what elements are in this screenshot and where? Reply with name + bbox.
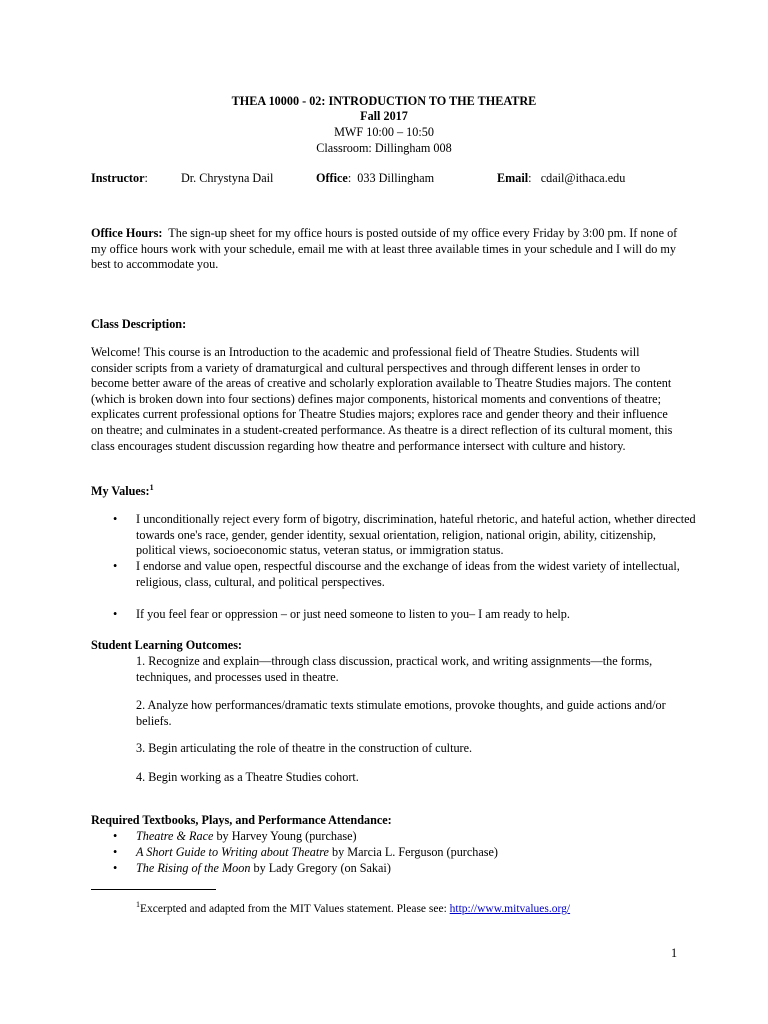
outcome-item: 3. Begin articulating the role of theatre in the construction of culture. bbox=[136, 741, 473, 755]
email-value: cdail@ithaca.edu bbox=[540, 171, 626, 185]
outcome-item: 1. Recognize and explain—through class discussion, practical work, and writing assignments—the forms, techniques, and processes used in theatre. bbox=[136, 654, 653, 684]
term: Fall 2017 bbox=[360, 109, 408, 123]
office-hours-label: Office Hours: bbox=[91, 226, 163, 240]
class-description-text: Welcome! This course is an Introduction to the academic and professional field of Theatre Studies. Students will consider scripts from a variety of dramaturgical and cultural perspectives and through different lenses in order to become better aware of the areas of creative and scholarly exploration available to Theatre Studies majors. The content (which is broken down into four sections) defines major components, historical moments and conventions of theatre; explicates current professional options for Theatre Studies majors; explores race and gender theory and their influence on theatre; and culminates in a student-created performance. As theatre is a direct reflection of its cultural moment, this class encourages student discussion regarding how theatre and performance intersect with culture and history. bbox=[91, 345, 673, 453]
office-value: 033 Dillingham bbox=[357, 171, 435, 185]
textbook-rest: by Marcia L. Ferguson (purchase) bbox=[328, 845, 498, 859]
class-description-heading: Class Description: bbox=[91, 317, 187, 331]
classroom: Classroom: Dillingham 008 bbox=[316, 141, 452, 155]
bullet-icon: • bbox=[113, 559, 118, 573]
textbook-title: A Short Guide to Writing about Theatre bbox=[136, 845, 329, 859]
instructor-label: Instructor bbox=[91, 171, 145, 185]
footnote-link[interactable]: http://www.mitvalues.org/ bbox=[449, 903, 571, 915]
value-item: I unconditionally reject every form of bigotry, discrimination, hateful rhetoric, and hateful action, whether directed towards one's race, gender, gender identity, sexual orientation, religion, national origin, ability, citizenship, political views, socioeconomic status, veteran status, or immigration status. bbox=[136, 512, 696, 558]
office-hours-text: The sign-up sheet for my office hours is posted outside of my office every Friday by 3:00 pm. If none of my office hours work with your schedule, email me with at least three available times in your schedule and I will do my best to accommodate you. bbox=[91, 226, 678, 272]
schedule: MWF 10:00 – 10:50 bbox=[334, 125, 434, 139]
bullet-icon: • bbox=[113, 845, 118, 859]
office-hours bbox=[91, 226, 681, 273]
value-item: I endorse and value open, respectful discourse and the exchange of ideas from the widest variety of intellectual, religious, class, cultural, and political perspectives. bbox=[136, 559, 680, 589]
email-wrap: Email: cdail@ithaca.edu bbox=[497, 171, 626, 185]
textbook-item bbox=[136, 845, 696, 861]
textbook-title: The Rising of the Moon bbox=[136, 861, 251, 875]
values-heading: My Values: bbox=[91, 484, 150, 498]
course-title: THEA 10000 - 02: INTRODUCTION TO THE THEATRE bbox=[231, 94, 537, 108]
textbook-rest: by Lady Gregory (on Sakai) bbox=[250, 861, 391, 875]
value-item: If you feel fear or oppression – or just need someone to listen to you– I am ready to help. bbox=[136, 607, 570, 621]
footnote-divider bbox=[91, 889, 216, 890]
textbook-item bbox=[136, 861, 696, 877]
textbook-title: Theatre & Race bbox=[136, 829, 214, 843]
page-number: 1 bbox=[671, 946, 678, 960]
footnote bbox=[136, 902, 570, 916]
email-label: Email bbox=[497, 171, 529, 185]
textbooks-heading: Required Textbooks, Plays, and Performance Attendance: bbox=[91, 813, 392, 827]
bullet-icon: • bbox=[113, 861, 118, 875]
values-heading-wrap bbox=[91, 484, 154, 499]
office-label: Office bbox=[316, 171, 348, 185]
textbook-rest: by Harvey Young (purchase) bbox=[213, 829, 357, 843]
textbook-item bbox=[136, 829, 696, 845]
bullet-icon: • bbox=[113, 607, 118, 621]
footnote-mark: 1 bbox=[136, 900, 140, 910]
instructor-name: Dr. Chrystyna Dail bbox=[181, 171, 274, 185]
outcome-item: 4. Begin working as a Theatre Studies cohort. bbox=[136, 770, 359, 784]
outcomes-heading: Student Learning Outcomes: bbox=[91, 638, 242, 652]
office-wrap: Office: 033 Dillingham bbox=[316, 171, 435, 185]
footnote-text: Excerpted and adapted from the MIT Values statement. Please see: bbox=[140, 903, 450, 915]
outcome-item: 2. Analyze how performances/dramatic texts stimulate emotions, provoke thoughts, and guide actions and/or beliefs. bbox=[136, 698, 666, 728]
bullet-icon: • bbox=[113, 829, 118, 843]
bullet-icon: • bbox=[113, 512, 118, 526]
values-footnote-mark: 1 bbox=[149, 482, 154, 492]
instructor-label-wrap: Instructor: bbox=[91, 171, 148, 185]
